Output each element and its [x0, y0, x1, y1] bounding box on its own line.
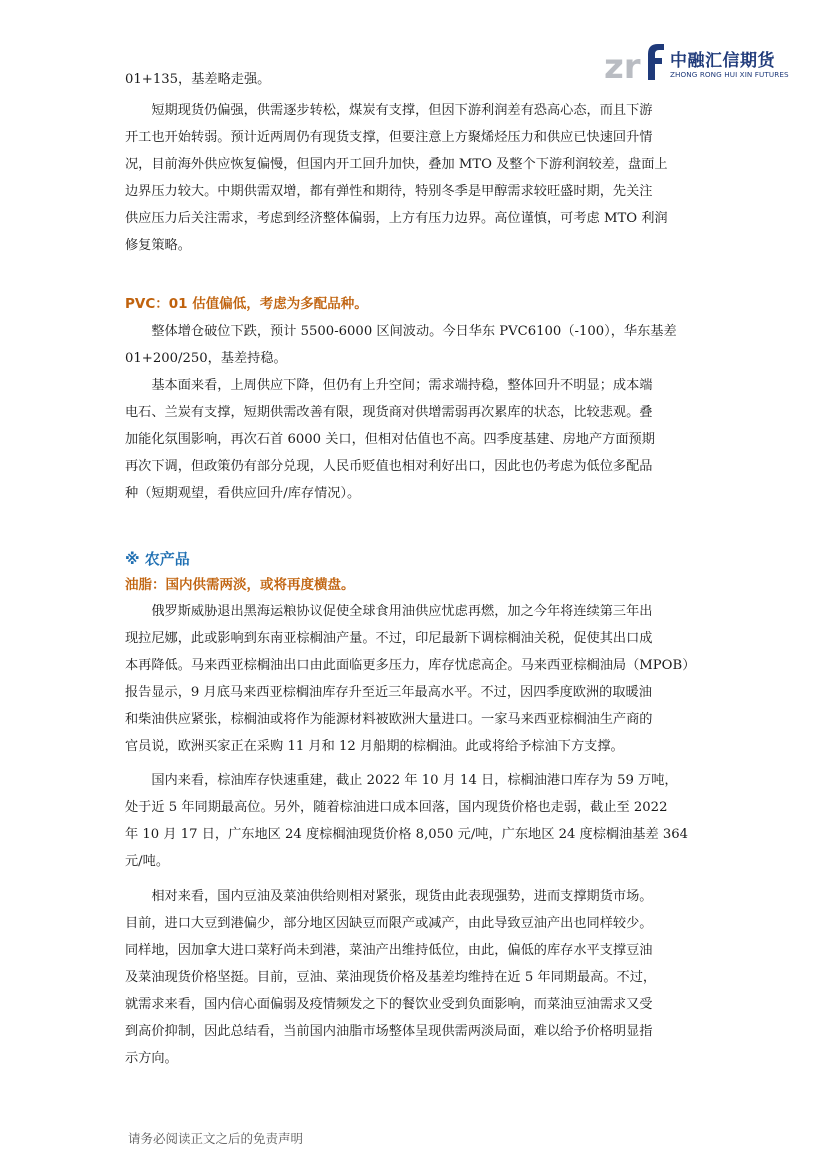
section-heading-agri: ※ 农产品 [125, 550, 190, 568]
paragraph-line: 电石、兰炭有支撑，短期供需改善有限，现货商对供增需弱再次累库的状态，比较悲观。叠 [125, 405, 653, 420]
paragraph-line: 基本面来看，上周供应下降，但仍有上升空间；需求端持稳，整体回升不明显；成本端 [125, 378, 653, 393]
disclaimer-footer: 请务必阅读正文之后的免责声明 [128, 1131, 304, 1146]
paragraph-line: 相对来看，国内豆油及菜油供给则相对紧张，现货由此表现强势，进而支撑期货市场。 [125, 889, 653, 904]
paragraph-line: 同样地，因加拿大进口菜籽尚未到港，菜油产出维持低位，由此，偏低的库存水平支撑豆油 [125, 943, 653, 958]
paragraph-line: 开工也开始转弱。预计近两周仍有现货支撑，但要注意上方聚烯烃压力和供应已快速回升情 [125, 130, 653, 145]
paragraph-line: 国内来看，棕油库存快速重建，截止 2022 年 10 月 14 日，棕榈油港口库存为 59 万吨， [125, 773, 678, 788]
paragraph-line: 整体增仓破位下跌，预计 5500-6000 区间波动。今日华东 PVC6100（-100），华东基差 [125, 324, 677, 339]
paragraph-line: 年 10 月 17 日，广东地区 24 度棕榈油现货价格 8,050 元/吨，广东地区 24 度棕榈油基差 364 [125, 827, 689, 842]
paragraph-line: 报告显示，9 月底马来西亚棕榈油库存升至近三年最高水平。不过，因四季度欧洲的取暖油 [125, 685, 652, 700]
svg-text:zr: zr [604, 47, 641, 84]
paragraph-line: 再次下调，但政策仍有部分兑现，人民币贬值也相对利好出口，因此也仍考虑为低位多配品 [125, 459, 653, 474]
paragraph-line: 边界压力较大。中期供需双增，都有弹性和期待，特别冬季是甲醇需求较旺盛时期，先关注 [125, 184, 653, 199]
section-heading-pvc: PVC：01 估值偏低，考虑为多配品种。 [125, 296, 368, 312]
logo-english-name: ZHONG RONG HUI XIN FUTURES [670, 70, 789, 79]
paragraph-line: 目前，进口大豆到港偏少，部分地区因缺豆而限产或减产，由此导致豆油产出也同样较少。 [125, 916, 653, 931]
paragraph-line: 况，目前海外供应恢复偏慢，但国内开工回升加快，叠加 MTO 及整个下游利润较差，盘面上 [125, 157, 668, 172]
paragraph-line: 种（短期观望，看供应回升/库存情况）。 [125, 486, 361, 501]
paragraph-line: 现拉尼娜，此或影响到东南亚棕榈油产量。不过，印尼最新下调棕榈油关税，促使其出口成 [125, 631, 653, 646]
paragraph-line: 修复策略。 [125, 238, 191, 253]
company-logo [604, 40, 796, 84]
zrf-logo-mark-icon [604, 40, 666, 84]
paragraph-line: 本再降低。马来西亚棕榈油出口由此面临更多压力，库存忧虑高企。马来西亚棕榈油局（MPOB） [125, 658, 696, 673]
paragraph-line: 01+200/250，基差持稳。 [125, 351, 287, 366]
paragraph-line: 俄罗斯威胁退出黑海运粮协议促使全球食用油供应忧虑再燃，加之今年将连续第三年出 [125, 604, 653, 619]
paragraph-line: 官员说，欧洲买家正在采购 11 月和 12 月船期的棕榈油。此或将给予棕油下方支撑。 [125, 739, 624, 754]
paragraph-line: 元/吨。 [125, 854, 170, 869]
paragraph-line: 加能化氛围影响，再次石首 6000 关口，但相对估值也不高。四季度基建、房地产方面预期 [125, 432, 655, 447]
paragraph-line: 及菜油现货价格坚挺。目前，豆油、菜油现货价格及基差均维持在近 5 年同期最高。不过， [125, 970, 657, 985]
section-heading-oils: 油脂：国内供需两淡，或将再度横盘。 [125, 577, 355, 593]
paragraph-line: 到高价抑制，因此总结看，当前国内油脂市场整体呈现供需两淡局面，难以给予价格明显指 [125, 1024, 653, 1039]
paragraph-line: 处于近 5 年同期最高位。另外，随着棕油进口成本回落，国内现货价格也走弱，截止至 2022 [125, 800, 668, 815]
paragraph-line: 就需求来看，国内信心面偏弱及疫情频发之下的餐饮业受到负面影响，而菜油豆油需求又受 [125, 997, 653, 1012]
paragraph-line: 短期现货仍偏强，供需逐步转松，煤炭有支撑，但因下游利润差有恐高心态，而且下游 [125, 103, 653, 118]
paragraph-line: 01+135，基差略走强。 [125, 72, 271, 87]
paragraph-line: 供应压力后关注需求，考虑到经济整体偏弱，上方有压力边界。高位谨慎，可考虑 MTO 利润 [125, 211, 668, 226]
logo-chinese-name: 中融汇信期货 [670, 51, 775, 71]
paragraph-line: 和柴油供应紧张，棕榈油或将作为能源材料被欧洲大量进口。一家马来西亚棕榈油生产商的 [125, 712, 653, 727]
paragraph-line: 示方向。 [125, 1051, 178, 1066]
